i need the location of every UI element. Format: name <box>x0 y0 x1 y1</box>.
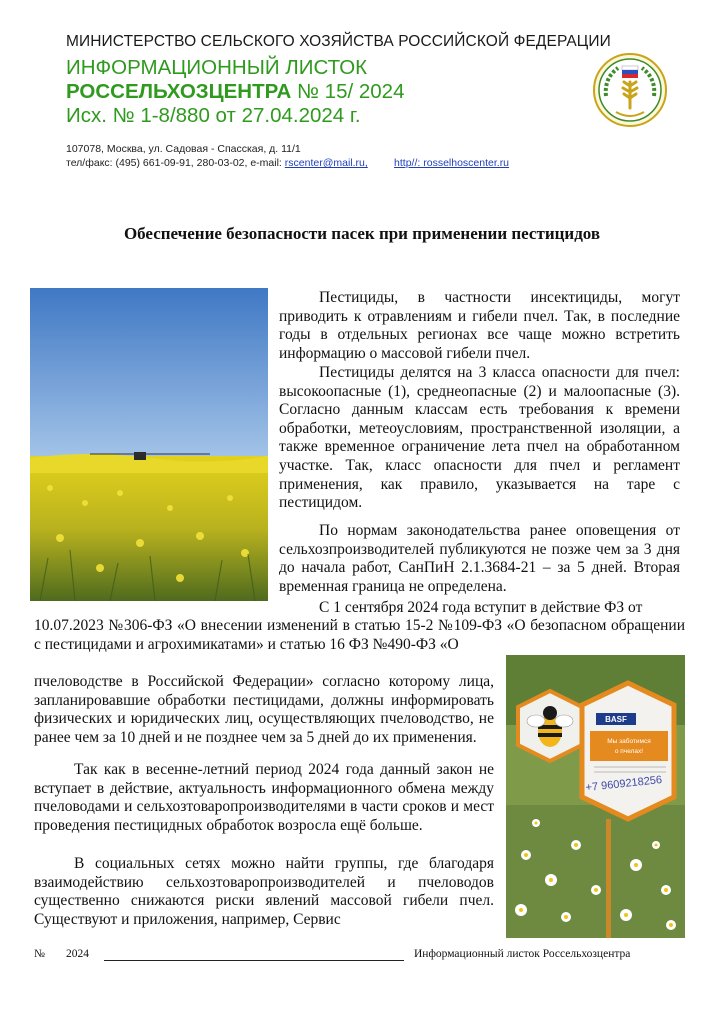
bulletin-number: № 15/ 2024 <box>291 80 405 103</box>
website-link[interactable]: http//: rosselhoscenter.ru <box>394 157 510 169</box>
footer-number-label: № <box>34 948 45 960</box>
svg-text:о пчелах!: о пчелах! <box>614 748 644 755</box>
paragraph-6: В социальных сетях можно найти группы, где благодаря взаимодействию сельхозтоваропроизводителей и пчеловодов существенно снижаются риски явлений массовой гибели пчел. Существуют и приложения, например, Сервис <box>34 855 494 928</box>
paragraph-1: Пестициды, в частности инсектициды, могут приводить к отравлениям и гибели пчел. Так, в последние годы в отдельных регионах все чаще можно встретить информацию о массовой гибели пчел. <box>279 289 680 362</box>
paragraph-4-law: 10.07.2023 №306-ФЗ «О внесении изменений в статью 15-2 №109-ФЗ «О безопасном обращении с пестицидами и агрохимикатами» и статью 16 ФЗ №490-ФЗ «О <box>34 617 685 653</box>
address: 107078, Москва, ул. Садовая - Спасская, д. 11/1 <box>66 143 301 155</box>
footer-rule <box>104 960 404 961</box>
ministry-header: МИНИСТЕРСТВО СЕЛЬСКОГО ХОЗЯЙСТВА РОССИЙСКОЙ ФЕДЕРАЦИИ <box>66 33 611 50</box>
bulletin-title: ИНФОРМАЦИОННЫЙ ЛИСТОК <box>66 56 368 79</box>
svg-text:Мы заботимся: Мы заботимся <box>607 738 651 745</box>
rapeseed-field-photo <box>30 288 268 601</box>
paragraph-3: По нормам законодательства ранее оповещения от сельхозпроизводителей публикуются не позже чем за 3 дня до начала работ, СанПиН 2.1.3684-21 – за 5 дней. Вторая временная граница не определена. <box>279 522 680 595</box>
footer-year: 2024 <box>66 948 89 960</box>
bee-warning-sign-photo <box>506 655 685 938</box>
bulletin-org: РОССЕЛЬХОЗЦЕНТРА <box>66 80 292 103</box>
paragraph-4-end: пчеловодстве в Российской Федерации» согласно которому лица, запланировавшие обработки пестицидами, должны информировать физических и юридических лиц, осуществляющих пчеловодство, не ранее чем за 10 дней и не позднее чем за 5 дней до их применения. <box>34 673 494 746</box>
svg-text:+7 9609218256: +7 9609218256 <box>585 774 663 794</box>
paragraph-4-start: С 1 сентября 2024 года вступит в действие ФЗ от <box>319 599 643 616</box>
paragraph-2: Пестициды делятся на 3 класса опасности для пчел: высокоопасные (1), среднеопасные (2) и малоопасные (3). Согласно данным классам есть требования к времени обработки, метеоусловиям, пространственной изоляции, а также временное ограничение лета пчел на обработанном участке. Так, класс опасности для пчел и регламент применения, как правило, указывается на таре с пестицидом. <box>279 364 680 512</box>
bulletin-issue <box>66 80 566 104</box>
paragraph-5: Так как в весенне-летний период 2024 года данный закон не вступает в действие, актуальность информационного обмена между пчеловодами и сельхозтоваропроизводителями в части сроков и мест проведения пестицидных обработок возросла ещё больше. <box>34 761 494 834</box>
svg-text:BASF: BASF <box>605 715 627 724</box>
footer-publication-name: Информационный листок Россельхозцентра <box>414 948 631 960</box>
article-title: Обеспечение безопасности пасек при применении пестицидов <box>123 224 601 243</box>
phone-fax: тел/факс: (495) 661-09-91, 280-03-02, e-mail: <box>66 157 285 169</box>
rosselhozcenter-emblem-icon <box>592 52 668 128</box>
outgoing-number: Исх. № 1-8/880 от 27.04.2024 г. <box>66 104 361 127</box>
contact-line <box>66 157 666 169</box>
email-link[interactable]: rscenter@mail.ru, <box>284 157 368 169</box>
